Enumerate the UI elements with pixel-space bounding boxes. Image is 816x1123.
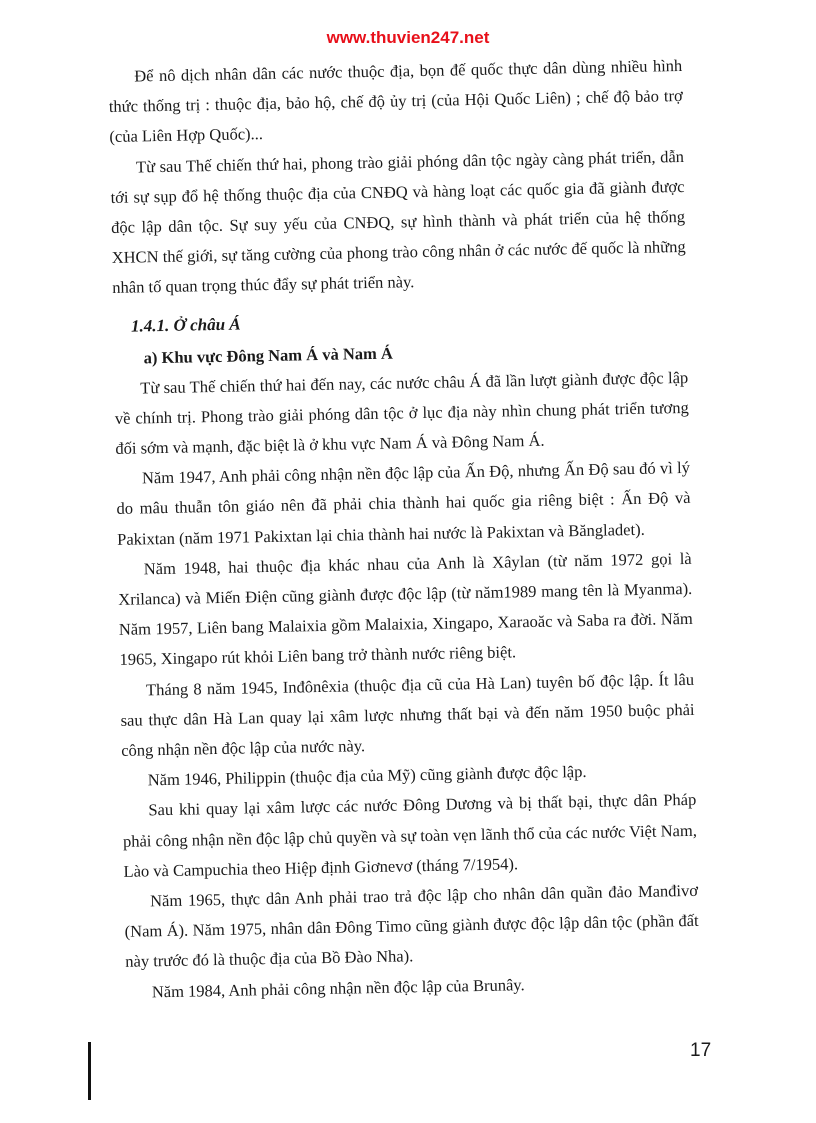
section-heading: 1.4.1. Ở châu Á bbox=[130, 314, 241, 336]
paragraph: Tháng 8 năm 1945, Inđônêxia (thuộc địa cũ của Hà Lan) tuyên bố độc lập. Ít lâu sau thực dân Hà Lan quay lại xâm lược nhưng thất bại và đến năm 1950 buộc phải công nhận nền độc lập của nước này. bbox=[120, 669, 695, 760]
paragraph: Năm 1947, Anh phải công nhận nền độc lập của Ấn Độ, nhưng Ấn Độ sau đó vì lý do mâu thuẫn tôn giáo nên đã phải chia thành hai quốc gia riêng biệt : Ấn Độ và Pakixtan (năm 1971 Pakixtan lại chia thành hai nước là Pakixtan và Băngladet). bbox=[116, 458, 691, 549]
page-content bbox=[108, 51, 700, 1008]
page-number: 17 bbox=[690, 1040, 712, 1061]
paragraph: Sau khi quay lại xâm lược các nước Đông Dương và bị thất bại, thực dân Pháp phải công nhận nền độc lập chủ quyền và sự toàn vẹn lãnh thổ của các nước Việt Nam, Lào và Campuchia theo Hiệp định Giơnevơ (tháng 7/1954). bbox=[122, 790, 698, 881]
paragraph: Năm 1965, thực dân Anh phải trao trả độc lập cho nhân dân quần đảo Manđivơ (Nam Á). Năm 1975, nhân dân Đông Timo cũng giành được độc lập dân tộc (phần đất này trước đó là thuộc địa của Bồ Đào Nha). bbox=[124, 880, 699, 972]
paragraph: Năm 1984, Anh phải công nhận nền độc lập của Brunây. bbox=[151, 974, 525, 1002]
scan-edge-mark bbox=[88, 1042, 91, 1100]
watermark-link[interactable]: www.thuvien247.net bbox=[326, 28, 490, 47]
paragraph: Từ sau Thế chiến thứ hai, phong trào giải phóng dân tộc ngày càng phát triển, dẫn tới sự sụp đổ hệ thống thuộc địa của CNĐQ và hàng loạt các quốc gia đã giành được độc lập dân tộc. Sự suy yếu của CNĐQ, sự hình thành và phát triển của hệ thống XHCN thế giới, sự tăng cường của phong trào công nhân ở các nước đế quốc là những nhân tố quan trọng thúc đẩy sự phát triển này. bbox=[110, 146, 686, 298]
paragraph: Năm 1948, hai thuộc địa khác nhau của Anh là Xâylan (từ năm 1972 gọi là Xrilanca) và Miến Điện cũng giành được độc lập (từ năm1989 mang tên là Myanma). Năm 1957, Liên bang Malaixia gồm Malaixia, Xingapo, Xaraoăc và Saba ra đời. Năm 1965, Xingapo rút khỏi Liên bang trở thành nước riêng biệt. bbox=[118, 548, 693, 670]
paragraph: Năm 1946, Philippin (thuộc địa của Mỹ) cũng giành được độc lập. bbox=[147, 762, 587, 790]
subsection-heading: a) Khu vực Đông Nam Á và Nam Á bbox=[143, 343, 393, 367]
paragraph: Để nô dịch nhân dân các nước thuộc địa, bọn đế quốc thực dân dùng nhiều hình thức thống trị : thuộc địa, bảo hộ, chế độ ủy trị (của Hội Quốc Liên) ; chế độ bảo trợ (của Liên Hợp Quốc)... bbox=[108, 55, 683, 147]
paragraph: Từ sau Thế chiến thứ hai đến nay, các nước châu Á đã lần lượt giành được độc lập về chính trị. Phong trào giải phóng dân tộc ở lục địa này nhìn chung phát triển tương đối sớm và mạnh, đặc biệt là ở khu vực Nam Á và Đông Nam Á. bbox=[114, 367, 689, 458]
